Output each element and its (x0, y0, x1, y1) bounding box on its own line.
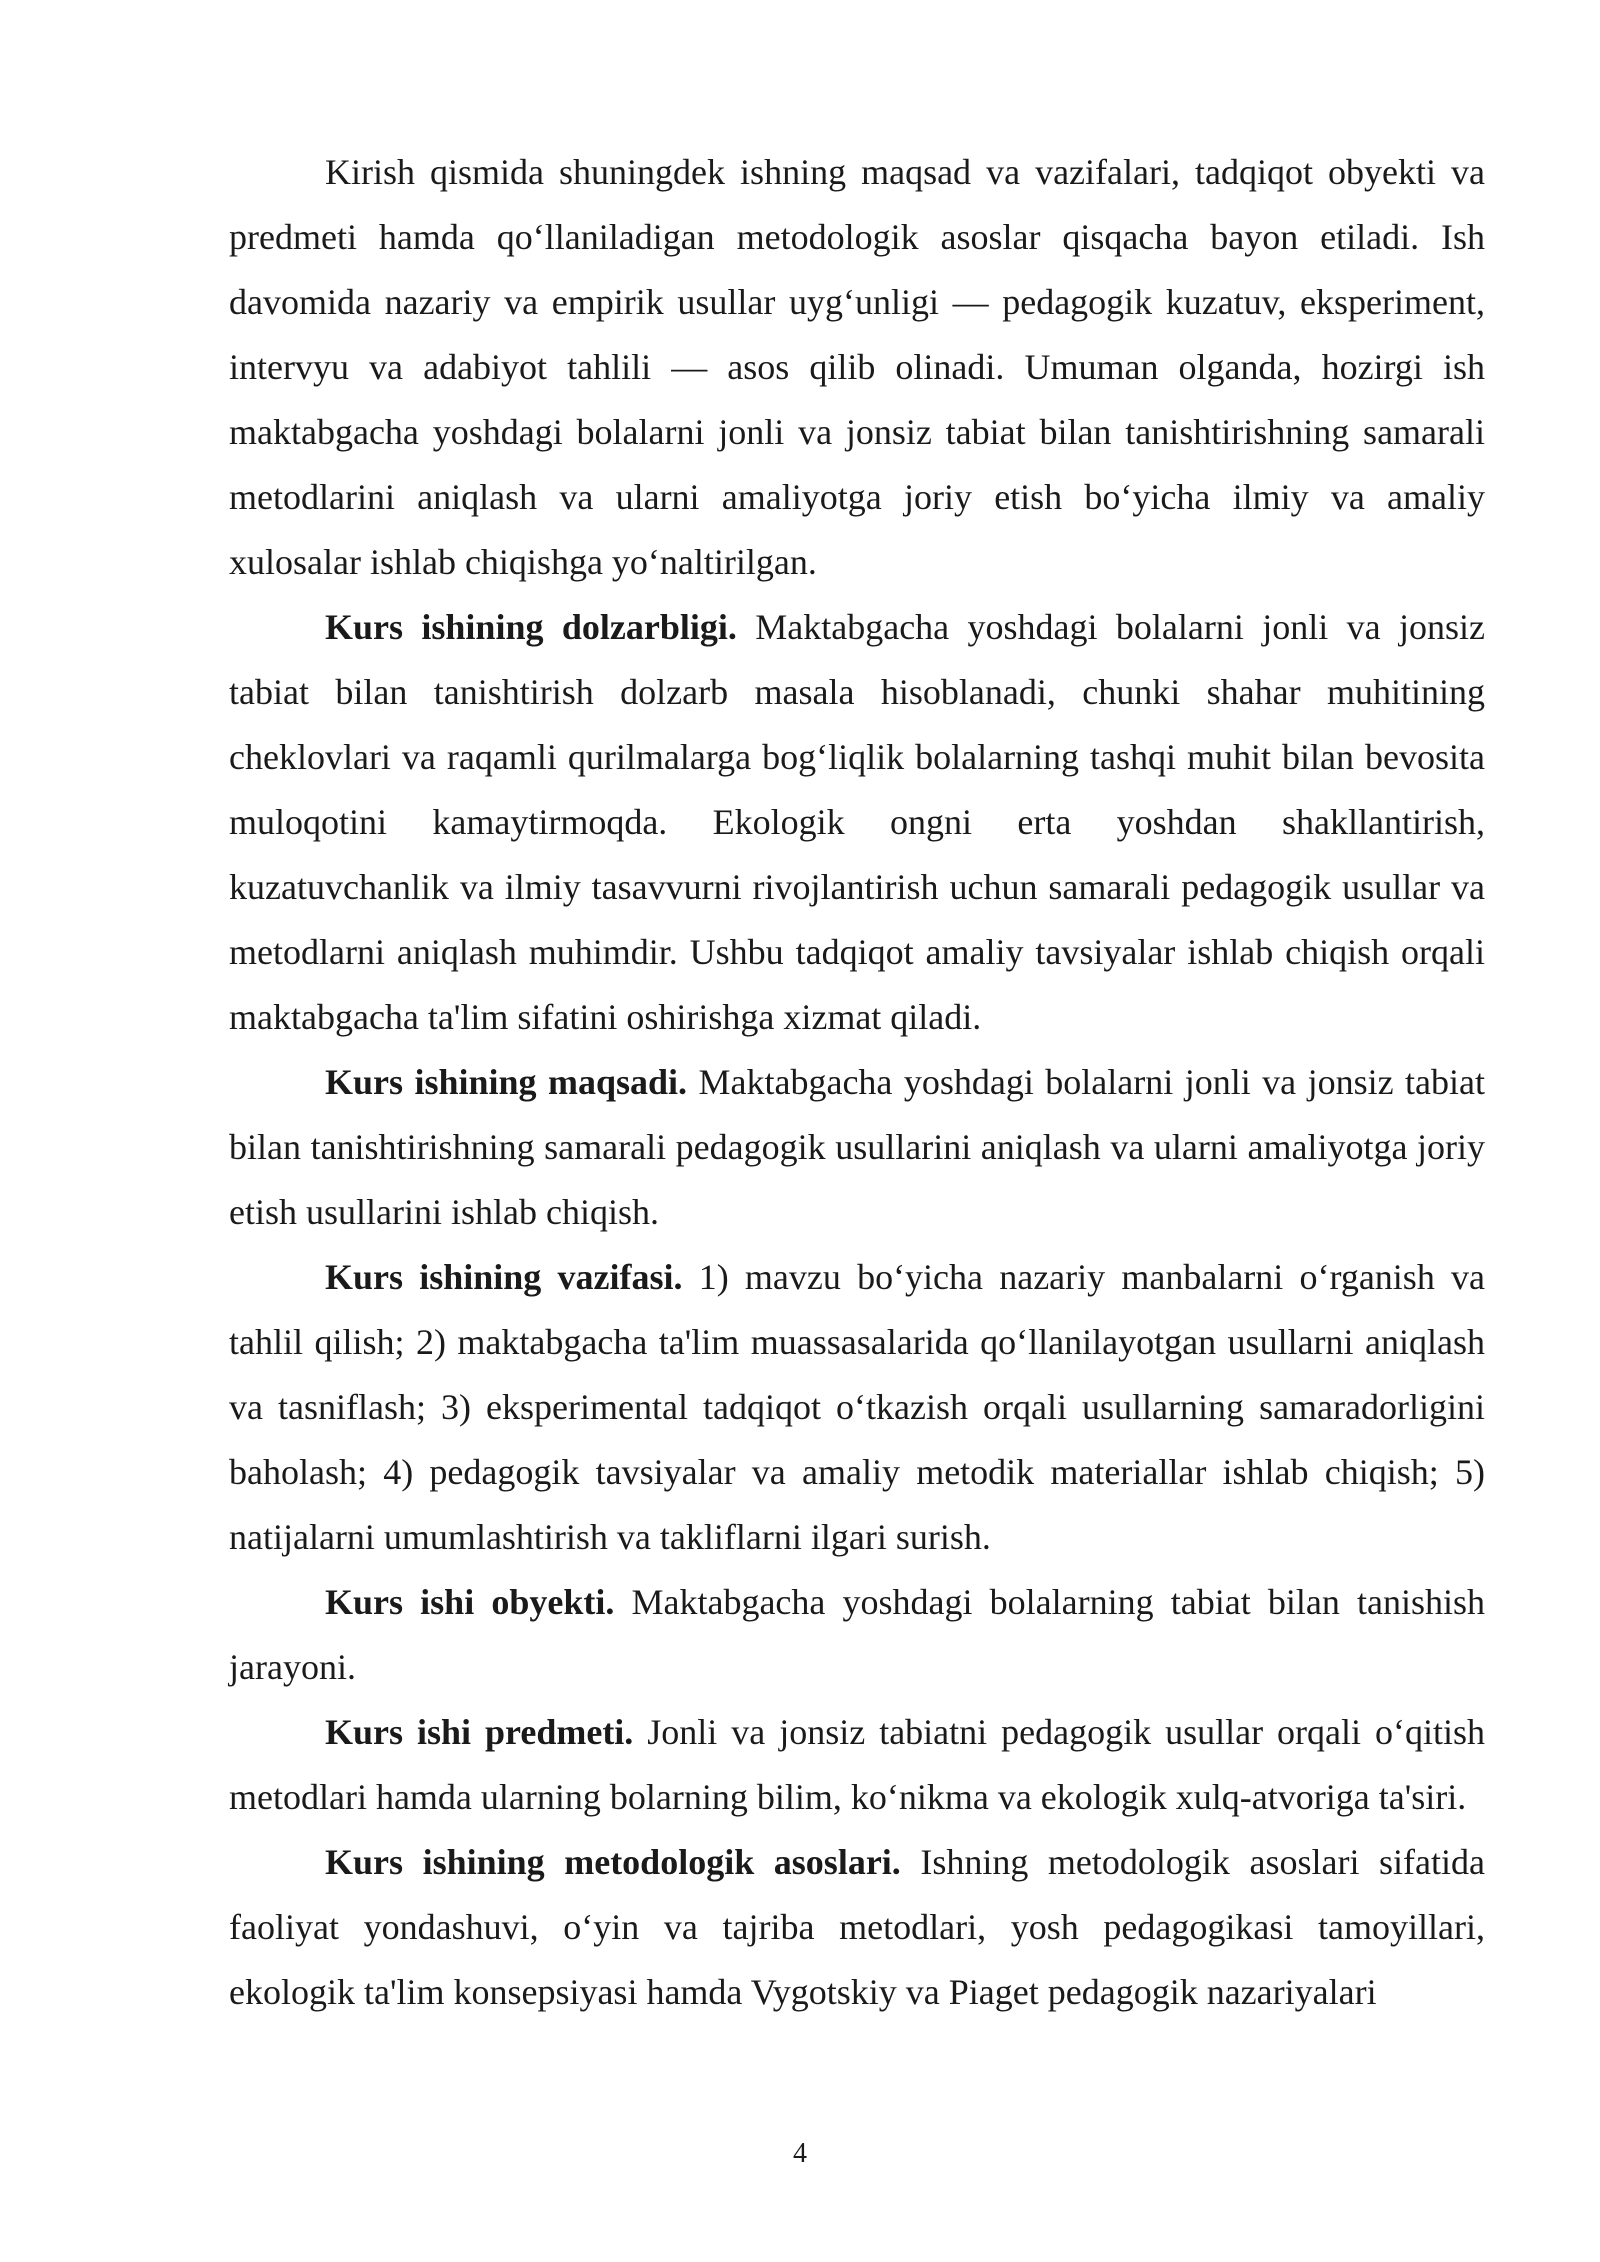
paragraph-heading: Kurs ishining maqsadi. (325, 1062, 688, 1102)
paragraph-heading: Kurs ishining dolzarbligi. (325, 607, 737, 647)
paragraph-text: Maktabgacha yoshdagi bolalarni jonli va jonsiz tabiat bilan tanishtirishning samarali pedagogik usullarini aniqlash va ularni amaliyotga joriy etish usullarini ishlab chiqish. (229, 1062, 1485, 1232)
paragraph-heading: Kurs ishi predmeti. (325, 1712, 634, 1752)
paragraph-text: 1) mavzu bo‘yicha nazariy manbalarni o‘rganish va tahlil qilish; 2) maktabgacha ta'lim muassasalarida qo‘llanilayotgan usullarni aniqlash va tasniflash; 3) eksperimental tadqiqot o‘tkazish orqali usullarning samaradorligini baholash; 4) pedagogik tavsiyalar va amaliy metodik materiallar ishlab chiqish; 5) natijalarni umumlashtirish va takliflarni ilgari surish. (229, 1257, 1486, 1557)
paragraph-methodology (229, 1830, 1485, 2025)
paragraph-introduction (229, 140, 1485, 595)
paragraph-heading: Kurs ishining vazifasi. (325, 1257, 683, 1297)
paragraph-tasks (229, 1245, 1485, 1570)
paragraph-heading: Kurs ishi obyekti. (325, 1582, 615, 1622)
paragraph-relevance (229, 595, 1485, 1050)
paragraph-text: Maktabgacha yoshdagi bolalarning tabiat bilan tanishish jarayoni. (229, 1582, 1485, 1687)
page-number: 4 (793, 2138, 807, 2169)
paragraph-text: Kirish qismida shuningdek ishning maqsad va vazifalari, tadqiqot obyekti va predmeti hamda qo‘llaniladigan metodologik asoslar qisqacha bayon etiladi. Ish davomida nazariy va empirik usullar uyg‘unligi — pedagogik kuzatuv, eksperiment, intervyu va adabiyot tahlili — asos qilib olinadi. Umuman olganda, hozirgi ish maktabgacha yoshdagi bolalarni jonli va jonsiz tabiat bilan tanishtirishning samarali metodlarini aniqlash va ularni amaliyotga joriy etish bo‘yicha ilmiy va amaliy xulosalar ishlab chiqishga yo‘naltirilgan. (229, 152, 1485, 582)
paragraph-goal (229, 1050, 1485, 1245)
paragraph-text: Maktabgacha yoshdagi bolalarni jonli va jonsiz tabiat bilan tanishtirish dolzarb masala hisoblanadi, chunki shahar muhitining cheklovlari va raqamli qurilmalarga bog‘liqlik bolalarning tashqi muhit bilan bevosita muloqotini kamaytirmoqda. Ekologik ongni erta yoshdan shakllantirish, kuzatuvchanlik va ilmiy tasavvurni rivojlantirish uchun samarali pedagogik usullar va metodlarni aniqlash muhimdir. Ushbu tadqiqot amaliy tavsiyalar ishlab chiqish orqali maktabgacha ta'lim sifatini oshirishga xizmat qiladi. (229, 607, 1485, 1037)
paragraph-heading: Kurs ishining metodologik asoslari. (325, 1842, 901, 1882)
paragraph-text: Jonli va jonsiz tabiatni pedagogik usullar orqali o‘qitish metodlari hamda ularning bolarning bilim, ko‘nikma va ekologik xulq-atvoriga ta'siri. (229, 1712, 1485, 1817)
paragraph-object (229, 1570, 1485, 1700)
paragraph-subject (229, 1700, 1485, 1830)
document-page (229, 140, 1485, 2025)
paragraph-text: Ishning metodologik asoslari sifatida faoliyat yondashuvi, o‘yin va tajriba metodlari, yosh pedagogikasi tamoyillari, ekologik ta'lim konsepsiyasi hamda Vygotskiy va Piaget pedagogik nazariyalari (229, 1842, 1485, 2012)
